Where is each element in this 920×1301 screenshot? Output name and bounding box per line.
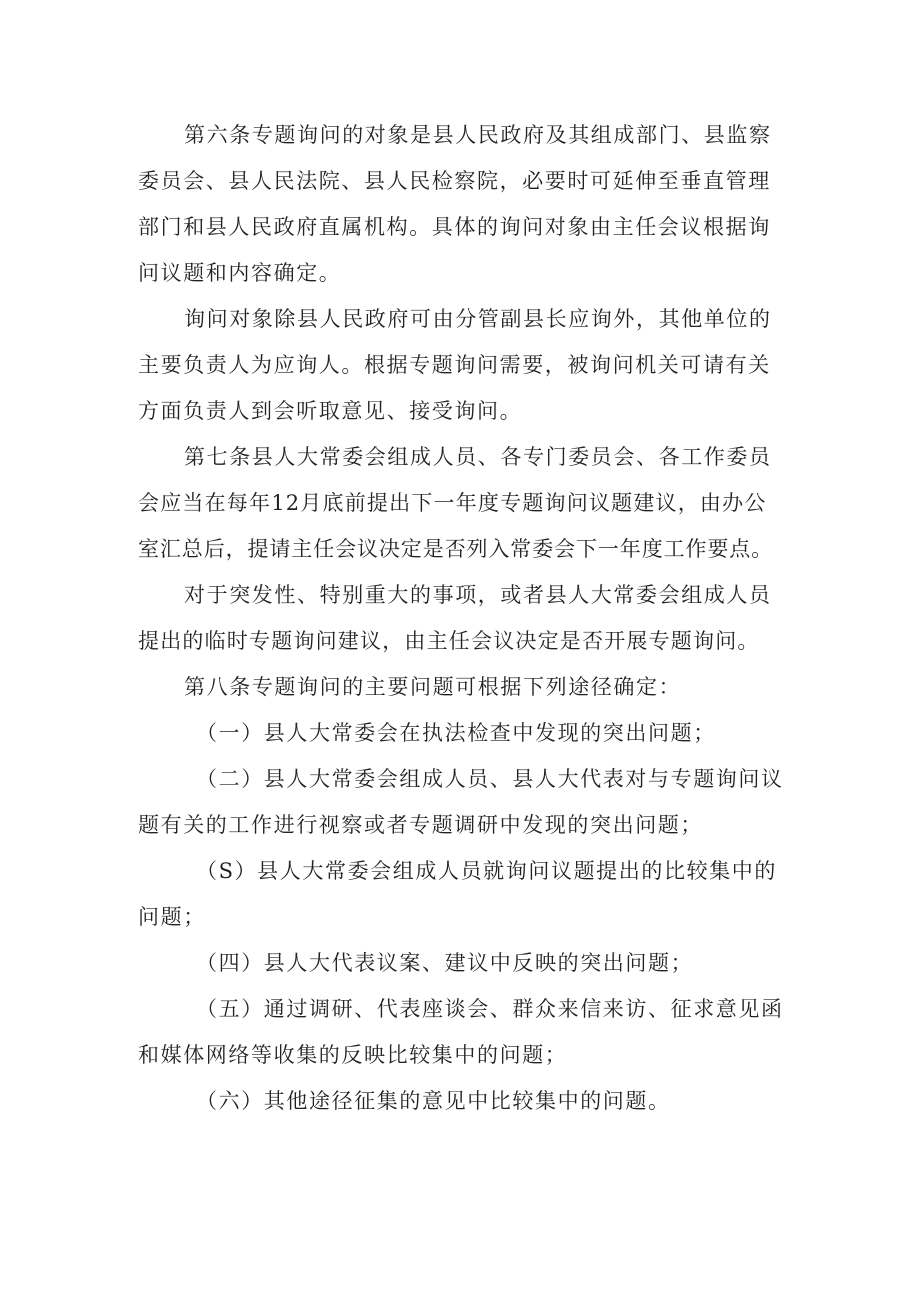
paragraph-urgent-matters: [138, 572, 790, 664]
text-line: （六）其他途径征集的意见中比较集中的问题。: [196, 1089, 671, 1113]
list-item-5: [138, 986, 790, 1078]
text-line: （五）通过调研、代表座谈会、群众来信来访、征求意见函: [196, 997, 784, 1021]
text-line: 提出的临时专题询问建议，由主任会议决定是否开展专题询问。: [138, 629, 760, 653]
text-line: 主要负责人为应询人。根据专题询问需要，被询问机关可请有关: [138, 353, 771, 377]
paragraph-inquiry-respondents: [138, 296, 790, 434]
text-line: 第六条专题询问的对象是县人民政府及其组成部门、县监察: [184, 123, 772, 147]
text-line: 第八条专题询问的主要问题可根据下列途径确定：: [184, 675, 682, 699]
paragraph-article-8: [138, 664, 790, 710]
paragraph-article-6: [138, 112, 790, 296]
list-item-2: [138, 756, 790, 848]
list-item-6: [138, 1078, 790, 1124]
text-line: 第七条县人大常委会组成人员、各专门委员会、各工作委员: [184, 445, 772, 469]
list-item-4: [138, 940, 790, 986]
text-line: 和媒体网络等收集的反映比较集中的问题；: [138, 1043, 568, 1067]
text-line: （S）县人大常委会组成人员就询问议题提出的比较集中的: [196, 859, 777, 883]
text-line: 方面负责人到会听取意见、接受询问。: [138, 399, 523, 423]
text-line: 询问对象除县人民政府可由分管副县长应询外，其他单位的: [184, 307, 772, 331]
list-item-3: [138, 848, 790, 940]
text-line: 会应当在每年12月底前提出下一年度专题询问议题建议，由办公: [138, 491, 767, 515]
document-body: [138, 112, 790, 1124]
text-line: （一）县人大常委会在执法检查中发现的突出问题；: [196, 721, 716, 745]
text-line: （二）县人大常委会组成人员、县人大代表对与专题询问议: [196, 767, 784, 791]
paragraph-article-7: [138, 434, 790, 572]
text-line: 题有关的工作进行视察或者专题调研中发现的突出问题；: [138, 813, 703, 837]
text-line: 对于突发性、特别重大的事项，或者县人大常委会组成人员: [184, 583, 772, 607]
text-line: 部门和县人民政府直属机构。具体的询问对象由主任会议根据询: [138, 215, 771, 239]
list-item-1: [138, 710, 790, 756]
text-line: 问题；: [138, 905, 206, 929]
text-line: 室汇总后，提请主任会议决定是否列入常委会下一年度工作要点。: [138, 537, 774, 561]
text-line: （四）县人大代表议案、建议中反映的突出问题；: [196, 951, 694, 975]
text-line: 委员会、县人民法院、县人民检察院，必要时可延伸至垂直管理: [138, 169, 771, 193]
text-line: 问议题和内容确定。: [138, 261, 342, 285]
